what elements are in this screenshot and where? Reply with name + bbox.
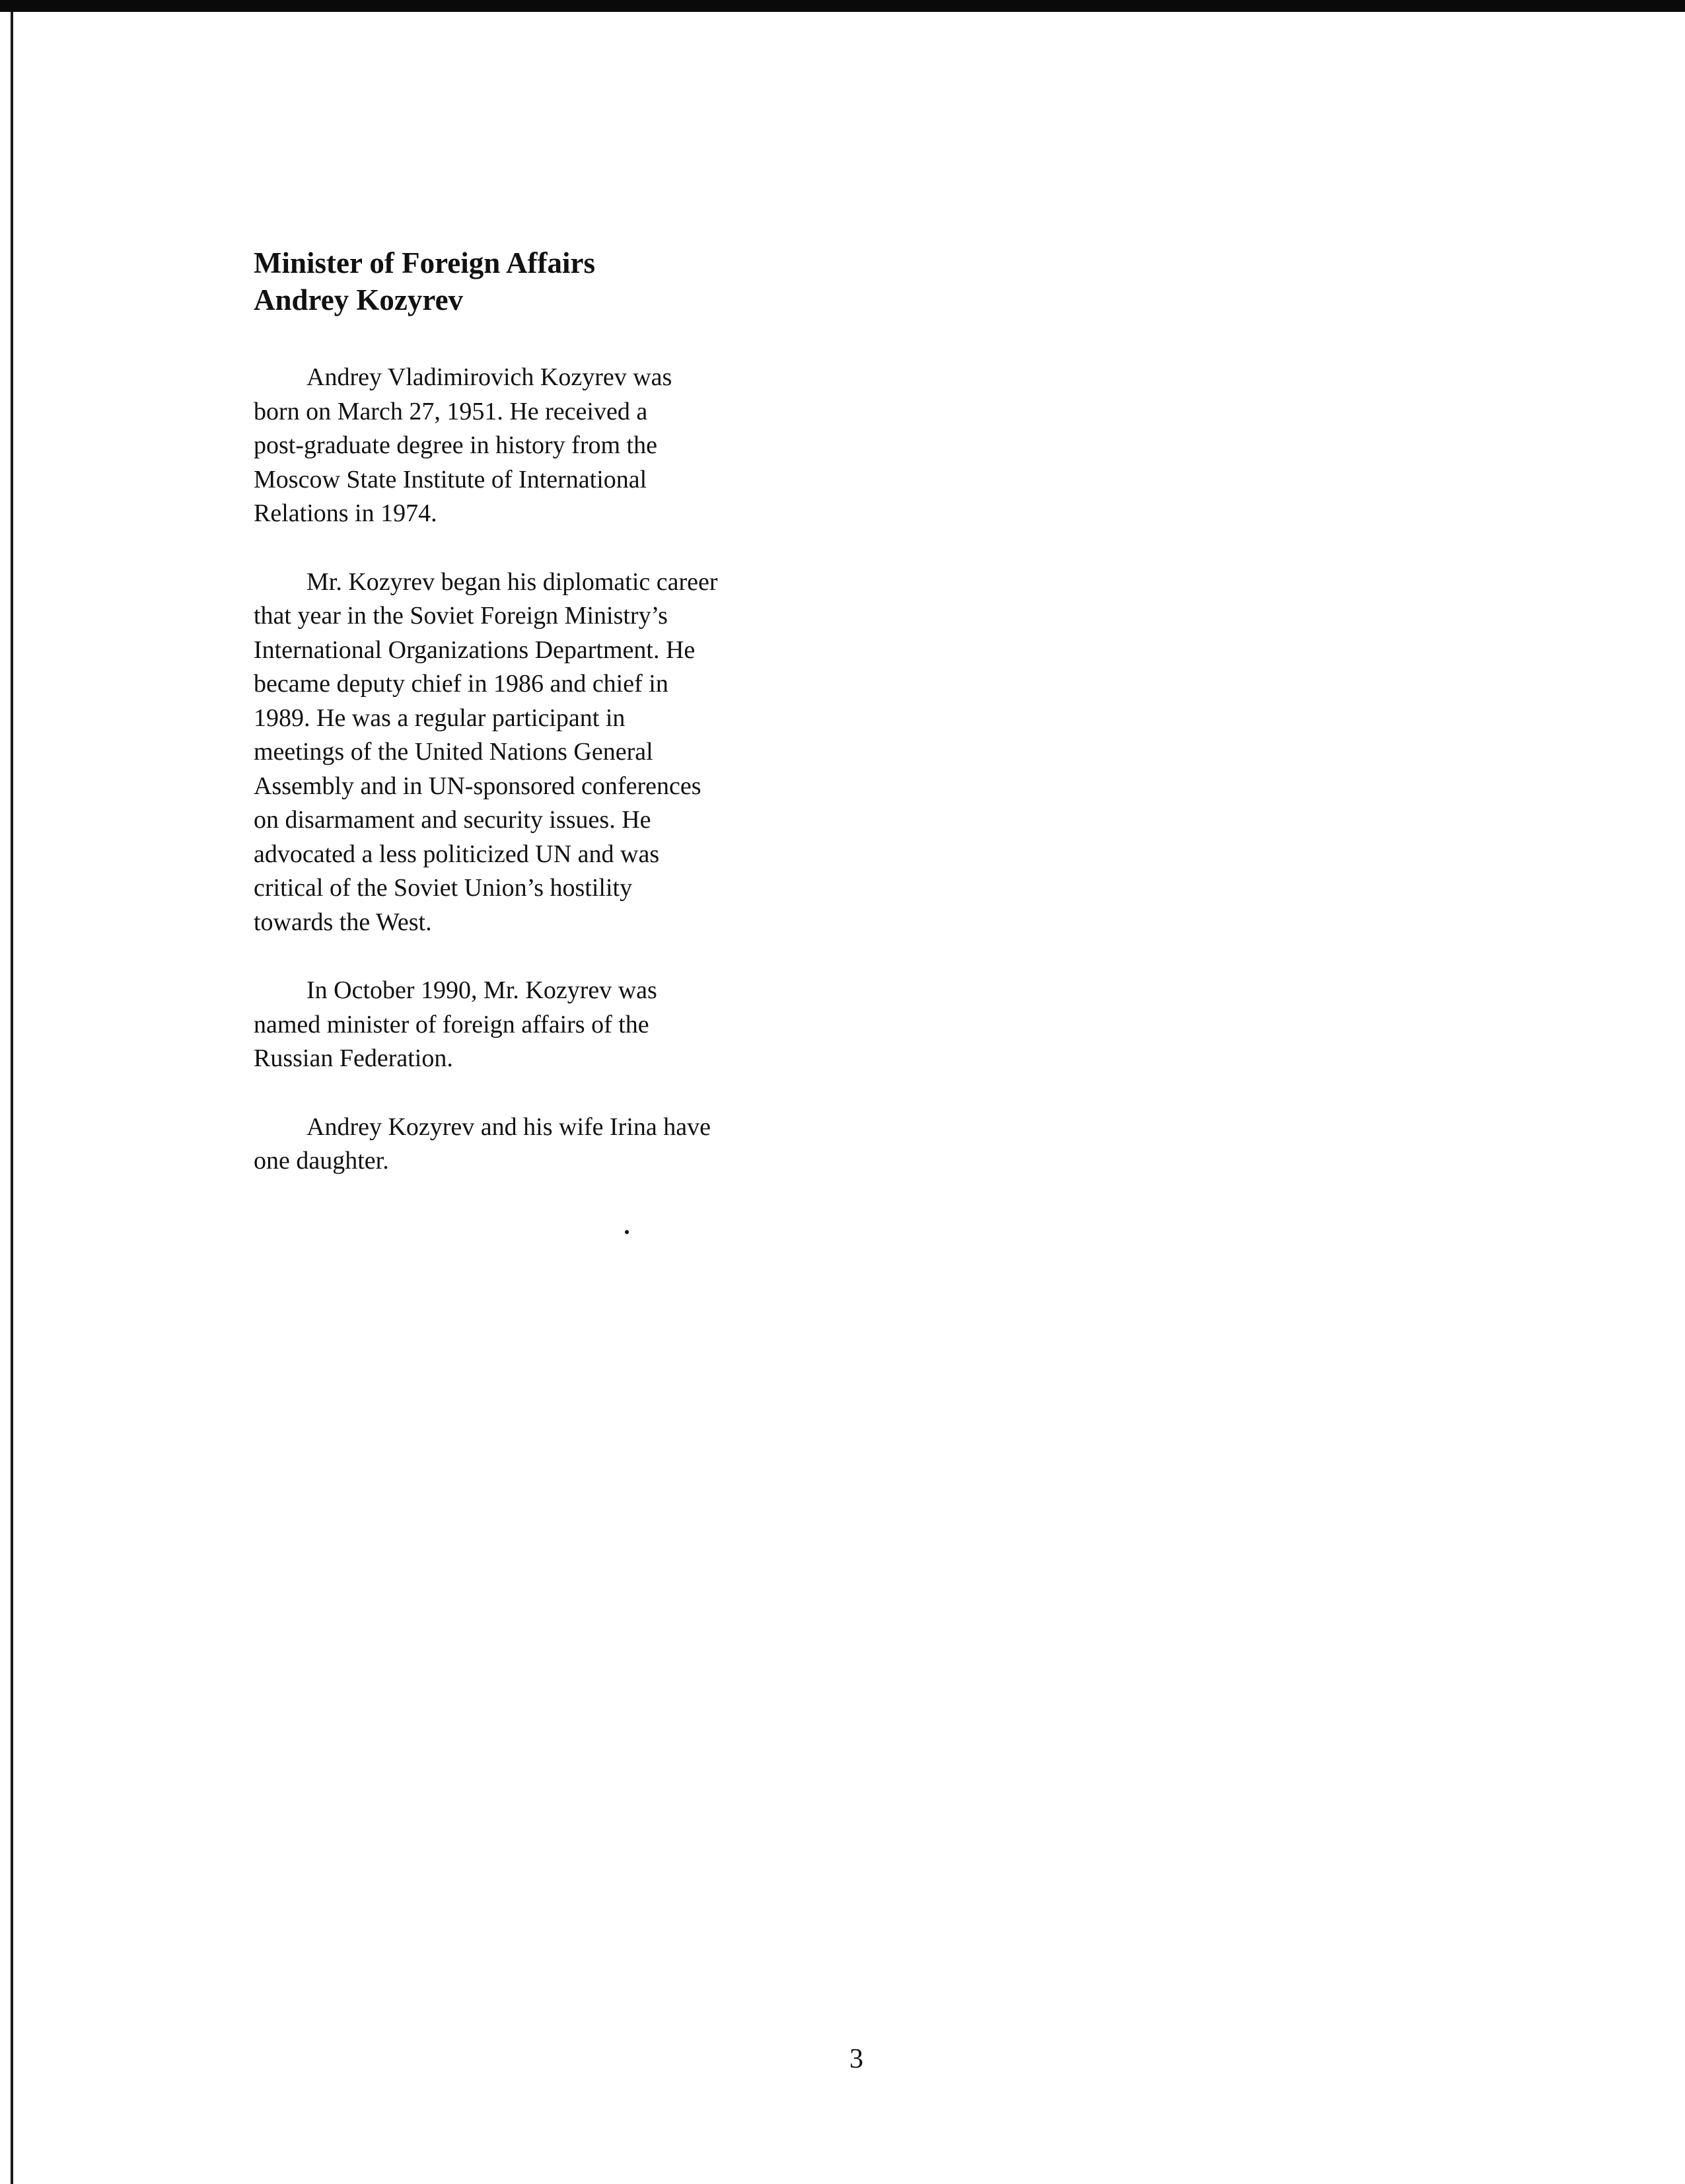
page-number: 3	[849, 2044, 863, 2074]
document-body	[254, 244, 822, 1213]
paragraph-line: one daughter.	[254, 1147, 389, 1175]
document-heading	[254, 244, 822, 318]
paragraph-line: Andrey Kozyrev and his wife Irina have	[306, 1112, 711, 1141]
paragraph-line: In October 1990, Mr. Kozyrev was	[306, 976, 657, 1004]
paragraph-line: on disarmament and security issues. He	[254, 806, 651, 834]
stray-mark	[625, 1230, 629, 1234]
paragraph-line: Moscow State Institute of International	[254, 465, 647, 493]
paragraph-line: became deputy chief in 1986 and chief in	[254, 670, 668, 698]
top-border-rule	[0, 0, 1685, 12]
paragraph-line: born on March 27, 1951. He received a	[254, 397, 648, 425]
paragraph-line: Mr. Kozyrev began his diplomatic career	[306, 567, 718, 596]
paragraph-line: critical of the Soviet Union’s hostility	[254, 874, 633, 902]
heading-title: Minister of Foreign Affairs	[254, 246, 595, 279]
paragraph-line: meetings of the United Nations General	[254, 738, 653, 766]
paragraph-line: International Organizations Department. He	[254, 636, 696, 664]
left-border-rule	[11, 12, 13, 2184]
paragraph-line: Assembly and in UN-sponsored conferences	[254, 772, 701, 800]
paragraph-line: advocated a less politicized UN and was	[254, 840, 660, 868]
paragraph-appointment	[254, 974, 822, 1076]
paragraph-line: 1989. He was a regular participant in	[254, 704, 626, 732]
paragraph-line: that year in the Soviet Foreign Ministry’s	[254, 602, 668, 630]
paragraph-line: named minister of foreign affairs of the	[254, 1010, 649, 1038]
paragraph-line: Relations in 1974.	[254, 499, 437, 527]
paragraph-line: towards the West.	[254, 908, 432, 936]
paragraph-line: post-graduate degree in history from the	[254, 431, 657, 459]
paragraph-family	[254, 1110, 822, 1179]
paragraph-line: Andrey Vladimirovich Kozyrev was	[306, 363, 672, 391]
heading-name: Andrey Kozyrev	[254, 283, 464, 316]
paragraph-career	[254, 565, 822, 940]
paragraph-birth-education	[254, 361, 822, 531]
paragraph-line: Russian Federation.	[254, 1044, 453, 1072]
